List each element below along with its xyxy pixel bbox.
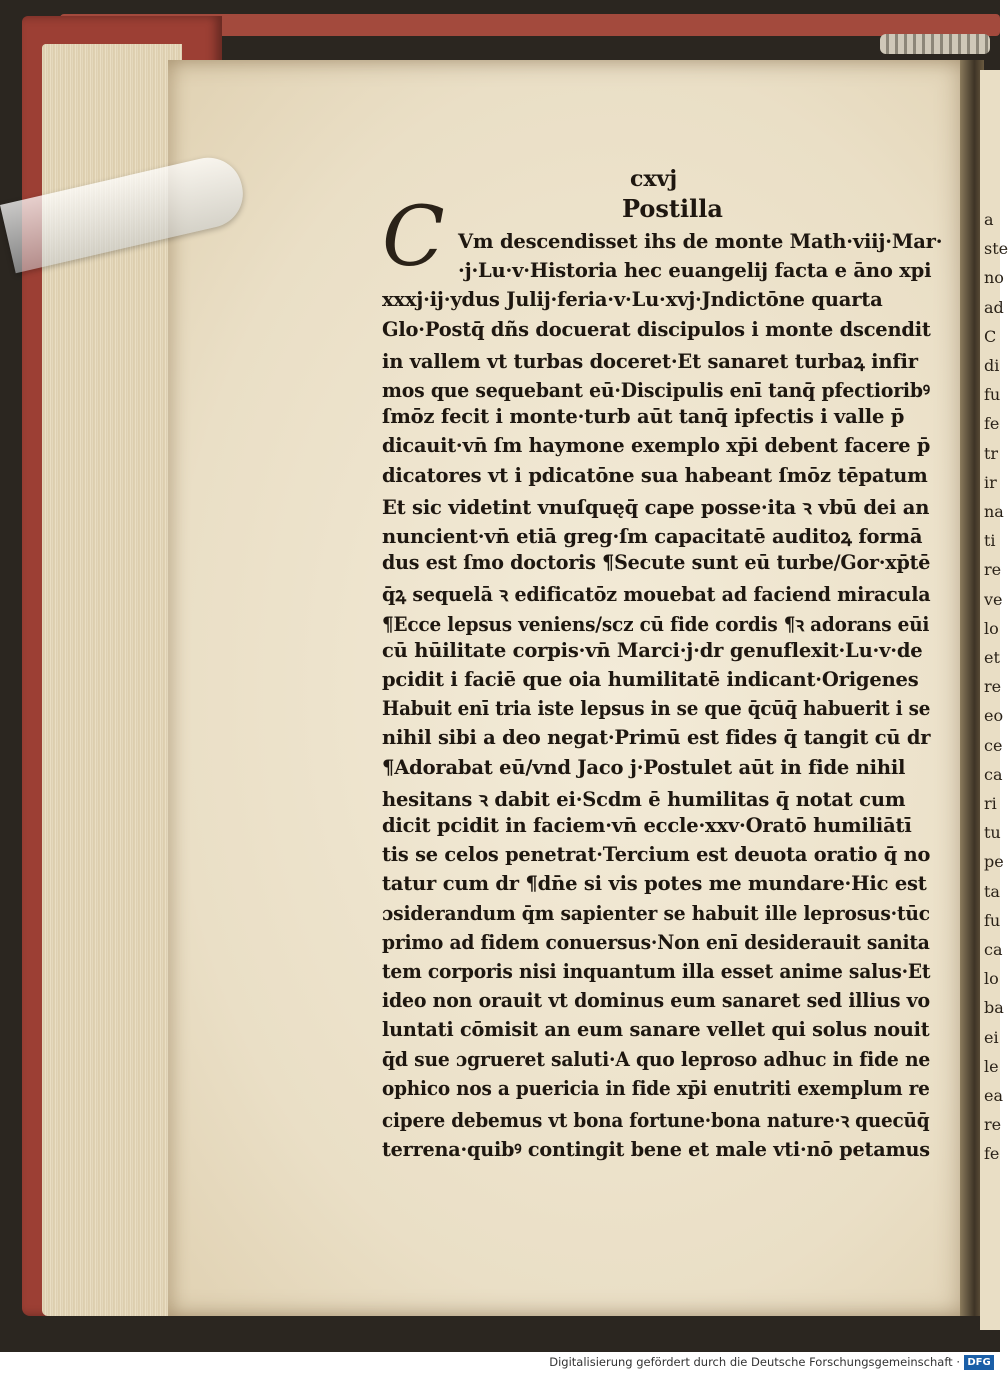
decorated-initial: C bbox=[382, 190, 445, 285]
text-line: ideo non orauit vt dominus eum sanaret sed illius vo bbox=[382, 989, 930, 1013]
text-line: ſmōz fecit i monte·turb aūt tanq̄ ipfectis i valle p̄ bbox=[382, 405, 905, 429]
text-line: terrena·quibꝰ contingit bene et male vti·nō petamus bbox=[382, 1138, 930, 1162]
facing-page-fragment: lo bbox=[984, 618, 999, 638]
text-line: ɔsiderandum q̄m sapienter se habuit ille leprosus·tūc bbox=[382, 901, 930, 925]
text-line: pcidit i faciē que oia humilitatē indicant·Origenes bbox=[382, 668, 919, 691]
text-line: primo ad fidem conuersus·Non enī desiderauit sanita bbox=[382, 930, 930, 954]
facing-page-fragment: ca bbox=[984, 940, 1003, 959]
text-line: ophico nos a puericia in fide xp̄i enutriti exemplum re bbox=[382, 1076, 930, 1100]
text-line: luntati cōmisit an eum sanare vellet qui solus nouit bbox=[382, 1018, 930, 1042]
text-line: nuncient·vn̄ etiā greg·ſm capacitatē auditoꝝ formā bbox=[382, 525, 923, 548]
text-line: q̄d sue ɔgrueret saluti·A quo leproso adhuc in fide ne bbox=[382, 1047, 931, 1071]
facing-page-fragment: ce bbox=[984, 735, 1003, 755]
facing-page-fragment: fe bbox=[984, 414, 1000, 434]
text-line: ¶Ecce lepsus veniens/scz cū fide cordis ¶ꝛ adorans eūi bbox=[382, 612, 930, 636]
facing-page-fragment: ta bbox=[984, 881, 1000, 901]
facing-page-fragment: lo bbox=[984, 969, 999, 989]
facing-page-fragment: re bbox=[984, 677, 1002, 697]
facing-page-fragment: ad bbox=[984, 297, 1004, 317]
facing-page-fragment: tr bbox=[984, 443, 999, 463]
facing-page-fragment: ei bbox=[984, 1027, 999, 1047]
text-line: ¶Adorabat eū/vnd Jaco j·Postulet aūt in fide nihil bbox=[382, 755, 906, 779]
facing-page-fragment: fu bbox=[984, 385, 1001, 405]
facing-page-fragment: le bbox=[984, 1056, 999, 1076]
text-line: Glo·Postq̄ dñs docuerat discipulos i monte dscendit bbox=[382, 317, 931, 341]
dfg-logo: DFG bbox=[964, 1355, 994, 1370]
text-line: dicatores vt i pdicatōne sua habeant ſmōz tēpatum bbox=[382, 463, 928, 487]
text-line: in vallem vt turbas doceret·Et sanaret turbaꝝ infir bbox=[382, 349, 918, 373]
facing-page-fragment: ba bbox=[984, 998, 1004, 1018]
facing-page-fragment: ri bbox=[984, 794, 997, 813]
text-line: cū hūilitate corpis·vn̄ Marci·j·dr genuflexit·Lu·v·de bbox=[382, 638, 923, 662]
book-clasp bbox=[880, 34, 990, 54]
text-line: mos que sequebant eū·Discipulis enī tanq̄ pfectioribꝰ bbox=[382, 379, 930, 402]
facing-page-fragment: di bbox=[984, 356, 1000, 375]
facing-page-fragment: pe bbox=[984, 852, 1004, 872]
footer-bar bbox=[0, 1352, 1000, 1374]
text-line: ·j·Lu·v·Historia hec euangelij facta e āno xpi bbox=[458, 259, 932, 283]
facing-page-fragment: ve bbox=[984, 589, 1003, 609]
facing-page-fragment: ca bbox=[984, 764, 1003, 784]
facing-page-fragment: ir bbox=[984, 472, 997, 492]
text-line: xxxj·ij·ydus Julij·feria·v·Lu·xvj·Jndictōne quarta bbox=[382, 288, 883, 312]
text-line: Et sic videtint vnuſquęq̄ cape posse·ita ꝛ vbū dei an bbox=[382, 495, 930, 519]
text-line: Vm descendisset ihs de monte Math·viij·Mar· bbox=[458, 230, 943, 253]
text-line: dus est ſmo doctoris ¶Secute sunt eū turbe/Gor·xp̄tē bbox=[382, 551, 931, 575]
facing-page-fragment: ste bbox=[984, 239, 1008, 259]
facing-page-fragment: ti bbox=[984, 531, 996, 551]
text-line: tem corporis nisi inquantum illa esset anime salus·Et bbox=[382, 960, 931, 983]
facing-page-fragment: C bbox=[984, 326, 997, 346]
facing-page-fragment: re bbox=[984, 1115, 1002, 1135]
facing-page-fragment: no bbox=[984, 268, 1004, 288]
facing-page-fragment: fu bbox=[984, 910, 1001, 930]
facing-page-fragment: ea bbox=[984, 1086, 1004, 1105]
facing-page-fragment: tu bbox=[984, 823, 1001, 843]
page-heading: Postilla bbox=[622, 194, 723, 223]
text-line: dicauit·vn̄ ſm haymone exemplo xp̄i debent facere p̄ bbox=[382, 434, 931, 458]
facing-page-fragment: a bbox=[984, 210, 994, 229]
facing-page-fragment: et bbox=[984, 648, 1000, 667]
facing-page-fragment: re bbox=[984, 560, 1002, 580]
facing-page-fragment: na bbox=[984, 502, 1004, 521]
text-line: Habuit enī tria iste lepsus in se que q̄cūq̄ habuerit i se bbox=[382, 697, 931, 721]
text-line: cipere debemus vt bona fortune·bona nature·ꝛ quecūq̄ bbox=[382, 1109, 930, 1132]
text-line: dicit pcidit in faciem·vn̄ eccle·xxv·Oratō humiliātī bbox=[382, 814, 912, 837]
funding-credit: Digitalisierung gefördert durch die Deutsche Forschungsgemeinschaft · bbox=[549, 1355, 960, 1369]
facing-page-fragment: eo bbox=[984, 706, 1004, 726]
text-line: tis se celos penetrat·Tercium est deuota oratio q̄ no bbox=[382, 843, 931, 867]
folio-number: cxvj bbox=[630, 166, 678, 192]
text-line: tatur cum dr ¶dn̄e si vis potes me mundare·Hic est bbox=[382, 872, 927, 896]
facing-page-fragment: fe bbox=[984, 1144, 1000, 1164]
text-line: hesitans ꝛ dabit ei·Scdm ē humilitas q̄ notat cum bbox=[382, 787, 906, 811]
facing-page-edge bbox=[980, 70, 1008, 1330]
text-line: nihil sibi a deo negat·Primū est fides q̄ tangit cū dr bbox=[382, 726, 931, 750]
text-line: q̄ꝝ sequelā ꝛ edificatōz mouebat ad faciend miracula bbox=[382, 583, 931, 607]
